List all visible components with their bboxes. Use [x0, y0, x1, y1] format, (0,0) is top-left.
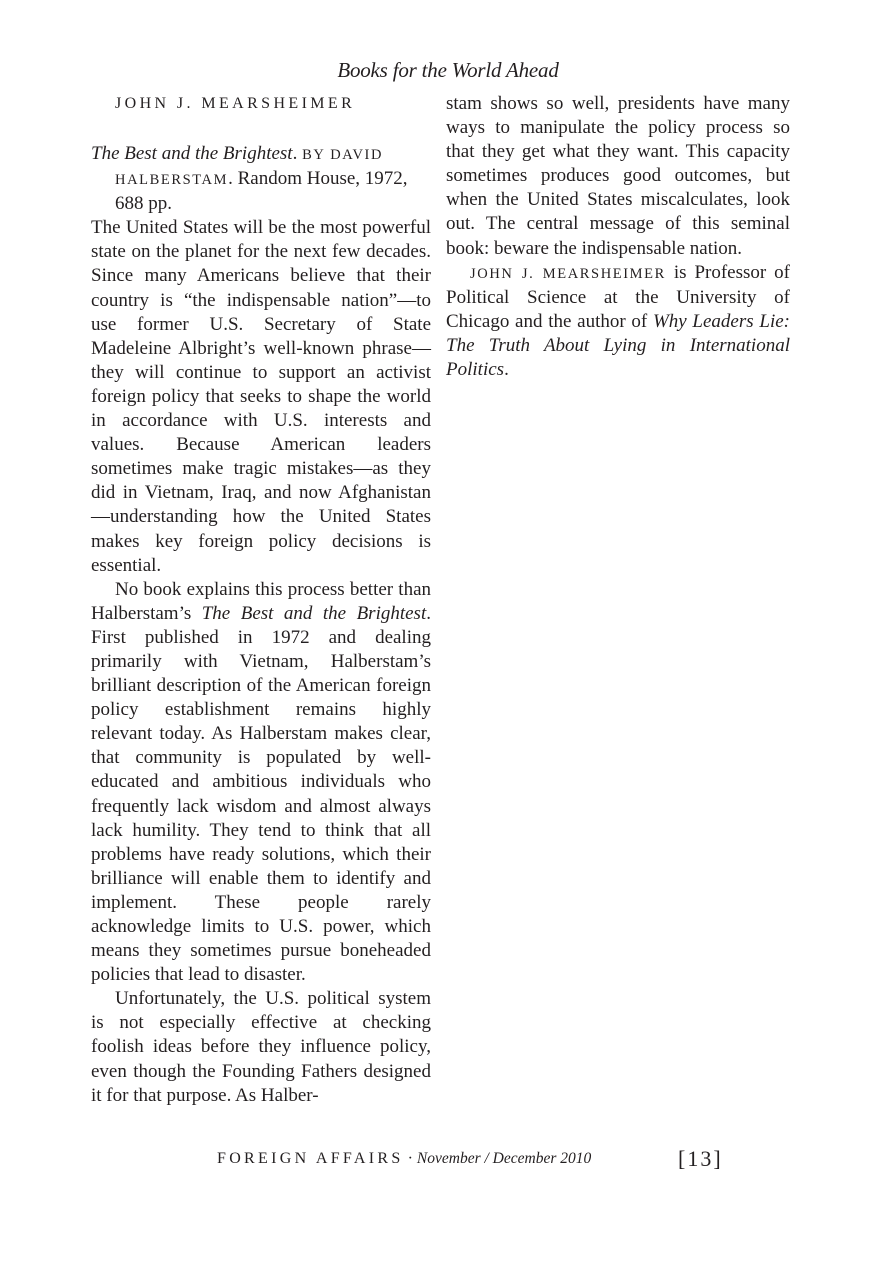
issue-date: November / December 2010 [416, 1150, 592, 1167]
citation-by: BY [302, 147, 326, 163]
footer-separator: · [403, 1150, 417, 1167]
review-paragraph-3-start: Unfortunately, the U.S. political system is not especially effective at checking foolish ideas before they influence policy, even though the Founding Fathers designed it for that purpose. As Halber- [91, 988, 431, 1106]
book-title: The Best and the Brightest [91, 143, 293, 164]
review-book-title: The Best and the Brightest [201, 602, 427, 624]
reviewer-bio [446, 261, 790, 382]
running-head: Books for the World Ahead [337, 58, 559, 82]
right-column [446, 92, 790, 382]
reviewer-heading: JOHN J. MEARSHEIMER [115, 95, 356, 112]
page-footer [217, 1150, 591, 1168]
left-column [91, 92, 431, 1108]
magazine-name: FOREIGN AFFAIRS [217, 1150, 404, 1167]
bio-text: is Professor of Political Science at the University of Chicago and the author of [446, 261, 790, 332]
review-paragraph-3-end: stam shows so well, presidents have many ways to manipulate the policy process so that they get what they want. This capacity sometimes produces good outcomes, but when the United States miscalculates, look out. The central message of this seminal book: beware the indispensable nation. [446, 93, 790, 259]
bio-end: . [504, 359, 509, 381]
review-paragraph-2: No book explains this process better than Halberstam’s The Best and the Brightest. First published in 1972 and dealing primarily with Vietnam, Halberstam’s brilliant description of the American foreign policy establishment remains highly relevant today. As Halberstam makes clear, that community is populated by well-educated and ambitious individuals who frequently lack wisdom and almost always lack humility. They tend to think that all problems have ready solutions, which their brilliance will enable them to identify and implement. These people rarely acknowledge limits to U.S. power, which means they sometimes pursue boneheaded policies that lead to disaster. [91, 578, 431, 986]
page-number: [13] [678, 1146, 723, 1171]
book-citation: The Best and the Brightest. BY DAVID HALBERSTAM. Random House, 1972, 688 pp. [91, 143, 408, 215]
review-paragraph-1: The United States will be the most powerful state on the planet for the next few decades. Since many Americans believe that their country is “the indispensable nation”—to use former U.S. Secretary of State Madeleine Albright’s well-known phrase—they will continue to support an activist foreign policy that seeks to shape the world in accordance with U.S. interests and values. Because American leaders sometimes make tragic mistakes—as they did in Vietnam, Iraq, and now Afghanistan—understanding how the United States makes key foreign policy decisions is essential. [91, 217, 431, 576]
bio-book-title: Why Leaders Lie: The Truth About Lying in International Politics [446, 310, 790, 381]
book-author: DAVID HALBERSTAM [115, 147, 384, 189]
bio-name: JOHN J. MEARSHEIMER [470, 265, 666, 282]
publisher-info: Random House, 1972, 688 pp. [115, 168, 408, 215]
